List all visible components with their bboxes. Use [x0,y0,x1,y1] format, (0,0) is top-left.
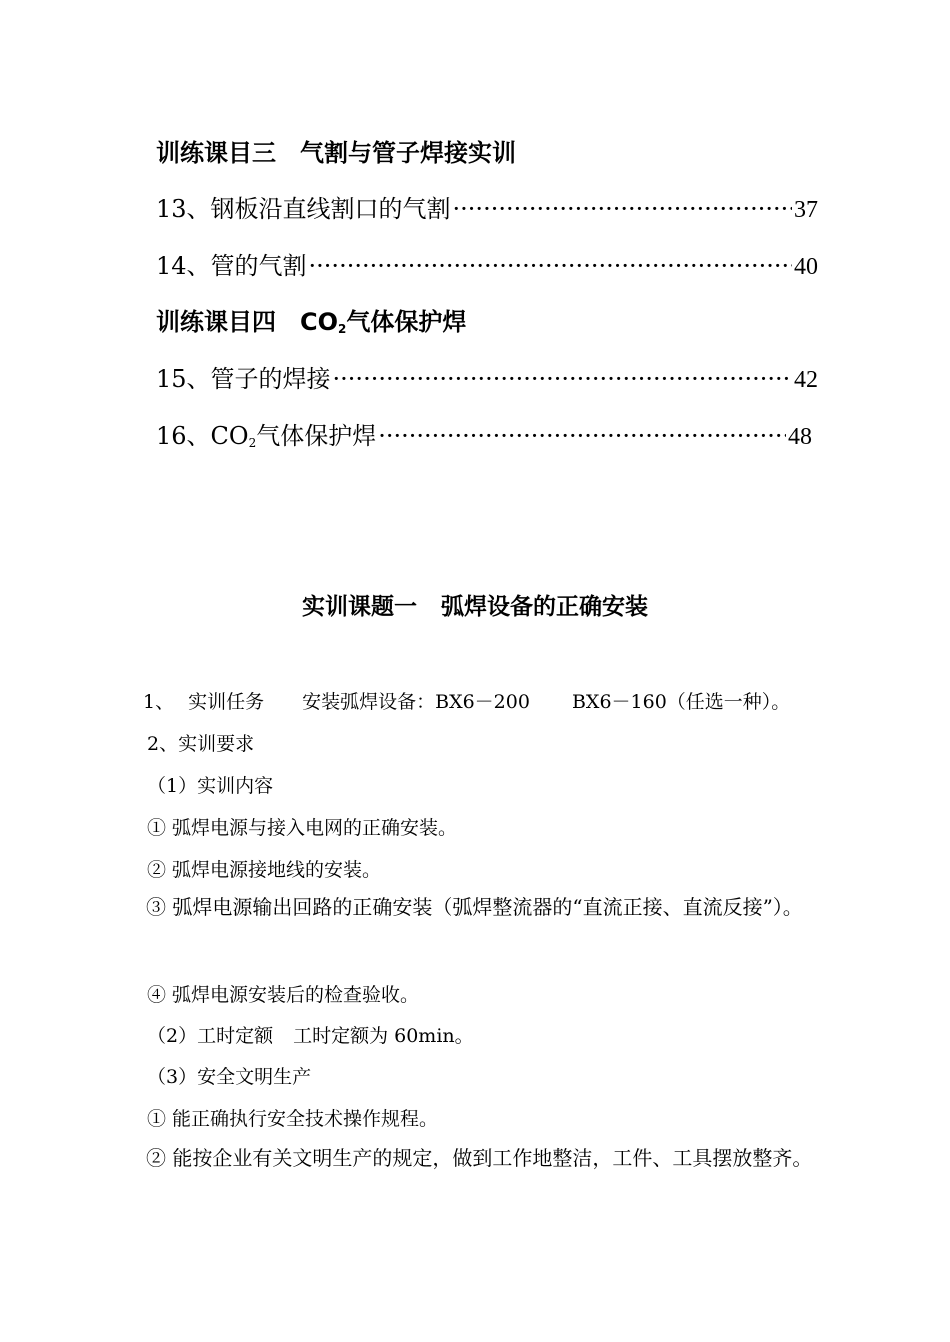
toc-leader-dots [333,365,792,393]
toc-heading-4-title-sub: 2 [338,322,347,336]
toc-entry-13-page: 37 [794,197,818,223]
toc-entry-14-page: 40 [794,254,818,280]
toc-entry-16[interactable] [156,416,812,451]
safety-item-1: ① 能正确执行安全技术操作规程。 [147,1108,439,1130]
task-text-2: BX6－160（任选一种）。 [571,691,791,713]
toc-heading-3-title: 气割与管子焊接实训 [300,139,516,167]
toc-entry-15[interactable] [156,359,818,394]
toc-heading-3-prefix: 训练课目三 [156,139,276,167]
toc-leader-dots [309,252,792,280]
toc-entry-14[interactable] [156,246,818,281]
toc-heading-3 [156,133,516,168]
task-line [143,687,790,714]
task-label: 实训任务 [188,691,265,713]
toc-entry-16-label: 16、$CO_2$气体保护焊 [156,422,377,450]
task-text: 安装弧焊设备：BX6－200 [302,691,530,713]
toc-heading-4 [156,302,466,337]
content-item-3: ③ 弧焊电源输出回路的正确安装（弧焊整流器的“直流正接、直流反接”）。 [146,895,803,919]
toc-entry-13-label: 13、钢板沿直线割口的气割 [156,195,451,223]
toc-entry-16-page: 48 [788,424,812,450]
safety-subheading: （3）安全文明生产 [147,1066,312,1088]
toc-entry-14-label: 14、管的气割 [156,252,307,280]
toc-heading-4-prefix: 训练课目四 [156,308,276,336]
toc-leader-dots [453,195,792,223]
toc-entry-15-page: 42 [794,367,818,393]
safety-item-2: ② 能按企业有关文明生产的规定，做到工作地整洁，工件、工具摆放整齐。 [146,1146,813,1170]
toc-heading-4-title-pre: CO [300,308,339,336]
task-number: 1、 [143,691,175,713]
time-quota-label: （2）工时定额 [147,1025,274,1047]
section-title-text: 弧焊设备的正确安装 [441,594,648,620]
toc-entry-13[interactable] [156,189,818,224]
requirements-heading: 2、实训要求 [147,733,255,755]
time-quota-text: 工时定额为 60min。 [293,1025,474,1047]
time-quota-line [147,1021,474,1048]
toc-leader-dots [378,422,786,450]
section-title [0,588,950,621]
content-subheading: （1）实训内容 [147,775,274,797]
content-item-4: ④ 弧焊电源安装后的检查验收。 [147,984,420,1006]
toc-entry-15-label: 15、管子的焊接 [156,365,331,393]
section-title-prefix: 实训课题一 [302,594,417,620]
content-item-2: ② 弧焊电源接地线的安装。 [147,859,382,881]
toc-heading-4-title-post: 气体保护焊 [346,308,467,336]
content-item-1: ① 弧焊电源与接入电网的正确安装。 [147,817,458,839]
